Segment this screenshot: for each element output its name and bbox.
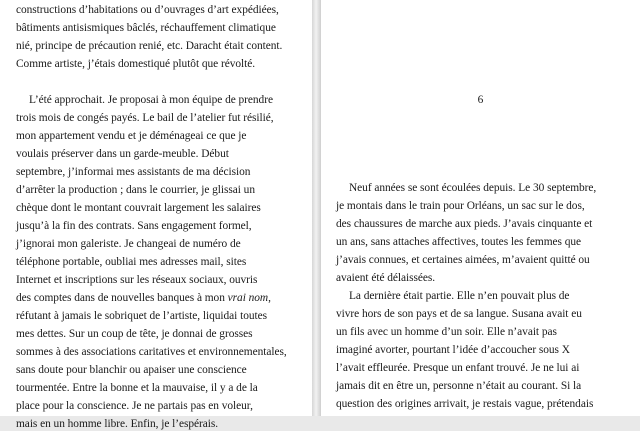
- left-line-15: Internet et inscriptions sur les réseaux sociaux, ouvris: [16, 274, 258, 286]
- left-line-17: réfutant à jamais le sobriquet de l’artiste, liquidai toutes: [16, 310, 267, 322]
- left-line-23: mais en un homme libre. Enfin, je l’espérais.: [16, 418, 219, 430]
- left-line-22: place pour la conscience. Je ne partais pas en voleur,: [16, 400, 253, 412]
- left-line-20: sans doute pour blanchir ou apaiser une conscience: [16, 364, 247, 376]
- right-line-4: un ans, sans attaches affectives, toutes les femmes que: [336, 236, 582, 248]
- right-line-12: jamais dit en être un, personne n’était au courant. Si la: [336, 380, 582, 392]
- left-line-13: j’ignorai mon galeriste. Je changeai de numéro de: [16, 238, 241, 250]
- left-line-19: sommes à des associations caritatives et environnementales,: [16, 346, 287, 358]
- left-line-1: constructions d’habitations ou d’ouvrages d’art expédiées,: [16, 4, 279, 16]
- italic-phrase: vrai nom: [227, 292, 269, 304]
- left-line-16: des comptes dans de nouvelles banques à mon vrai nom,: [16, 292, 271, 304]
- right-line-1: Neuf années se sont écoulées depuis. Le 30 septembre,: [349, 182, 597, 194]
- right-line-13: question des origines arrivait, je restais vague, prétendais: [336, 398, 594, 410]
- left-line-11: chèque dont le montant couvrait largement les salaires: [16, 202, 261, 214]
- left-line-4: Comme artiste, j’étais domestiqué plutôt que révolté.: [16, 58, 256, 70]
- right-line-5: j’avais connues, et certaines aimées, m’avaient quitté ou: [336, 254, 590, 266]
- left-line-5: L’été approchait. Je proposai à mon équipe de prendre: [29, 94, 273, 106]
- left-line-2: bâtiments antisismiques bâclés, réchauffement climatique: [16, 22, 276, 34]
- right-line-9: un fils avec un homme d’un soir. Elle n’avait pas: [336, 326, 557, 338]
- page-number: 6: [477, 94, 484, 106]
- left-line-12: jusqu’à la fin des contrats. Sans engagement formel,: [16, 220, 252, 232]
- left-line-7: mon appartement vendu et je déménageai ce que je: [16, 130, 247, 142]
- right-page: [321, 0, 640, 416]
- right-line-11: l’avait effleurée. Presque un enfant trouvé. Je ne lui ai: [336, 362, 580, 374]
- right-line-8: vivre hors de son pays et de sa langue. Susana avait eu: [336, 308, 582, 320]
- book-gutter: [312, 0, 321, 416]
- left-line-8: voulais préserver dans un garde-meuble. Début: [16, 148, 229, 160]
- right-line-6: avaient été délaissées.: [336, 272, 436, 284]
- left-line-3: nié, principe de précaution renié, etc. Daracht était content.: [16, 40, 283, 52]
- left-line-9: septembre, j’informai mes assistants de ma décision: [16, 166, 251, 178]
- left-line-14: téléphone portable, oubliai mes adresses mail, sites: [16, 256, 247, 268]
- left-line-6: trois mois de congés payés. Le bail de l’atelier fut résilié,: [16, 112, 274, 124]
- left-line-18: mes dettes. Sur un coup de tête, je donnai de grosses: [16, 328, 253, 340]
- right-line-2: je montais dans le train pour Orléans, un sac sur le dos,: [336, 200, 585, 212]
- left-line-10: d’arrêter la production ; dans le courrier, je glissai un: [16, 184, 255, 196]
- left-page: [0, 0, 312, 430]
- right-line-7: La dernière était partie. Elle n’en pouvait plus de: [349, 290, 570, 302]
- right-line-10: imaginé avorter, pourtant l’idée d’accoucher sous X: [336, 344, 570, 356]
- left-line-21: tourmentée. Entre la bonne et la mauvaise, il y a de la: [16, 382, 258, 394]
- right-line-3: des chaussures de marche aux pieds. J’avais cinquante et: [336, 218, 593, 230]
